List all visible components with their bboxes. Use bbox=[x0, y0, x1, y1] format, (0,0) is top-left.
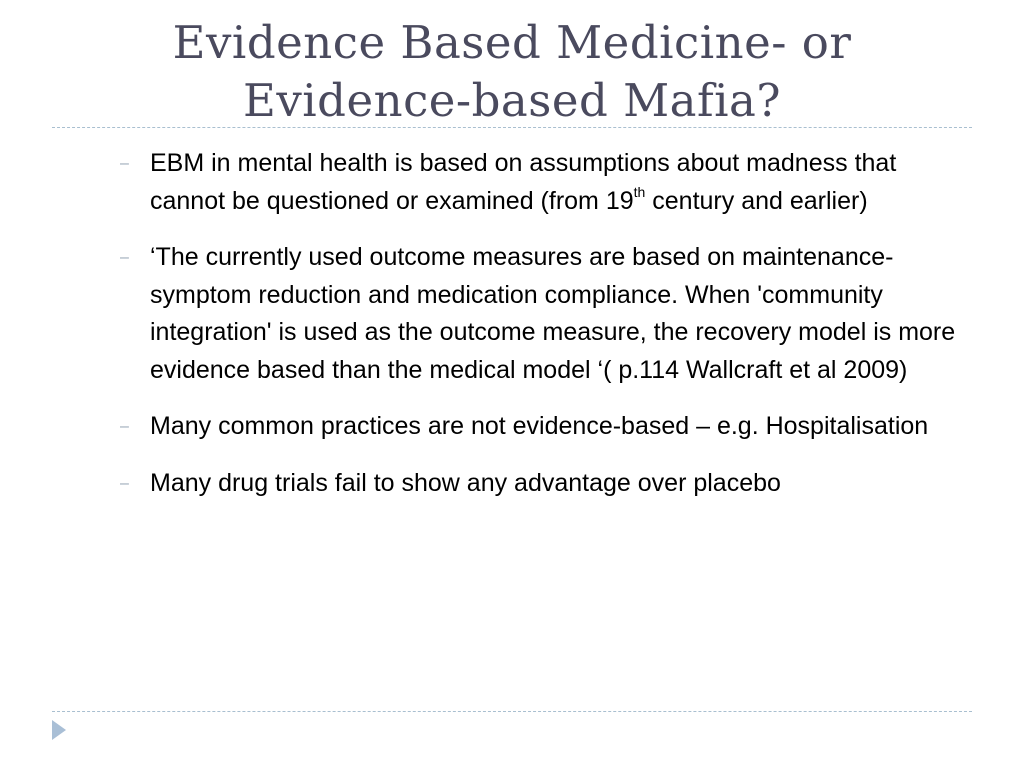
bullet-text-4: Many drug trials fail to show any advantage over placebo bbox=[150, 468, 781, 497]
bullet-item-1 bbox=[118, 145, 968, 220]
bullet-dash: – bbox=[120, 474, 129, 492]
bullet-text-2: ‘The currently used outcome measures are based on maintenance- symptom reduction and medication compliance. When 'community integration' is used as the outcome measure, the recovery model is more evidence based than the medical model ‘( p.114 Wallcraft et al 2009) bbox=[150, 243, 956, 384]
bullet-dash: – bbox=[120, 155, 129, 172]
bullet-text-1-main: EBM in mental health is based on assumptions about madness that cannot be questioned or examined (from 19 bbox=[150, 149, 897, 215]
bullet-text-1 bbox=[150, 149, 896, 215]
bullet-item-3 bbox=[118, 408, 968, 446]
slide-title-line-2: Evidence-based Mafia? bbox=[243, 74, 781, 127]
bullet-text-3: Many common practices are not evidence-based – e.g. Hospitalisation bbox=[150, 412, 929, 440]
bullet-item-2 bbox=[118, 239, 968, 389]
slide-title bbox=[0, 14, 1024, 130]
bullet-list bbox=[118, 145, 968, 521]
bullet-text-1-tail: century and earlier) bbox=[645, 186, 868, 215]
bullet-dash: – bbox=[120, 418, 129, 435]
bullet-dash: – bbox=[120, 249, 129, 266]
slide-title-line-1: Evidence Based Medicine- or bbox=[172, 16, 852, 69]
bottom-divider bbox=[52, 711, 972, 712]
bullet-text-1-superscript: th bbox=[633, 184, 646, 201]
bullet-item-4 bbox=[118, 465, 968, 503]
next-slide-arrow-icon[interactable] bbox=[52, 720, 66, 740]
top-divider bbox=[52, 127, 972, 128]
